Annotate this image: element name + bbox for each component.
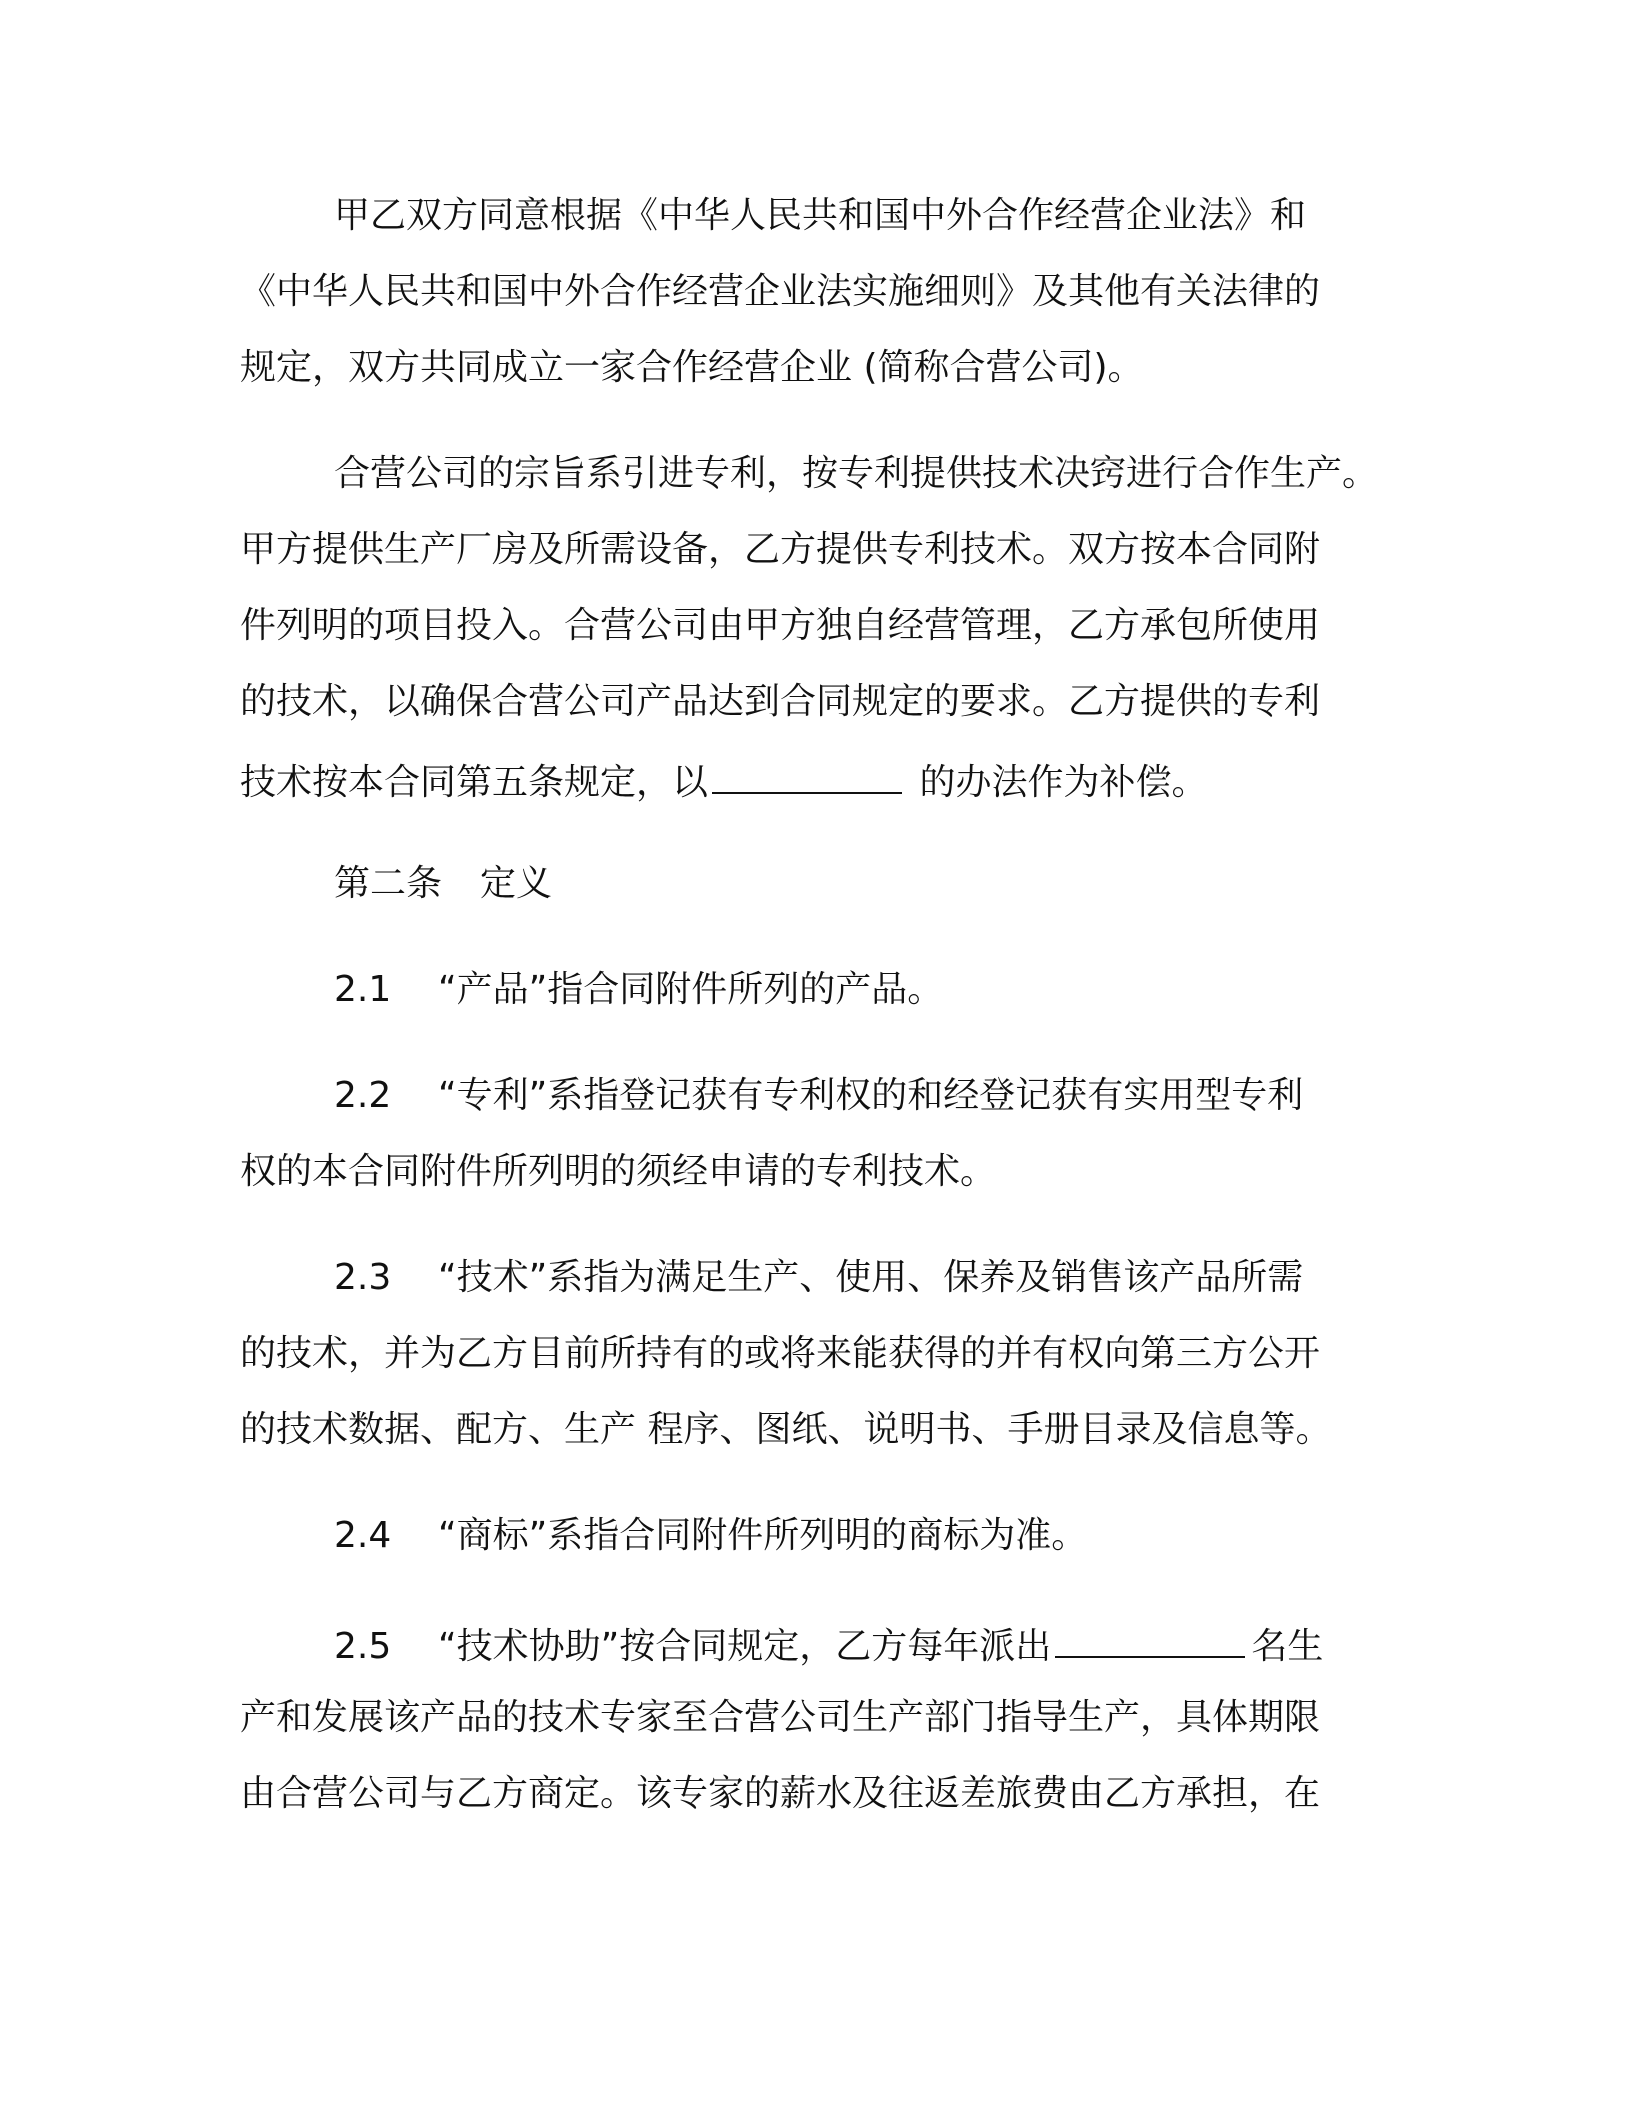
def25-text-after: 名生 — [1251, 1626, 1324, 1667]
def23-text: “技术”系指为满足生产、使用、保养及销售该产品所需 — [438, 1257, 1304, 1298]
article2-title: 定义 — [480, 863, 553, 904]
def21-text: “产品”指合同附件所列的产品。 — [438, 969, 944, 1010]
def24-text: “商标”系指合同附件所列明的商标为准。 — [438, 1515, 1088, 1556]
def25-line2: 产和发展该产品的技术专家至合营公司生产部门指导生产，具体期限 — [240, 1697, 1321, 1738]
article2-number: 第二条 — [334, 863, 443, 904]
def23-number: 2.3 — [334, 1257, 392, 1298]
def23-line2: 的技术，并为乙方目前所持有的或将来能获得的并有权向第三方公开 — [240, 1333, 1321, 1374]
p2-line5 — [240, 748, 1400, 808]
fill-blank-compensation — [712, 748, 902, 794]
p2-line2: 甲方提供生产厂房及所需设备，乙方提供专利技术。双方按本合同附 — [240, 529, 1321, 570]
def23-line1 — [334, 1248, 1404, 1308]
def22-line1 — [334, 1066, 1404, 1126]
fill-blank-experts — [1055, 1612, 1245, 1658]
p2-line5-after: 的办法作为补偿。 — [908, 762, 1208, 803]
p1-line1: 甲乙双方同意根据《中华人民共和国中外合作经营企业法》和 — [334, 195, 1307, 236]
p1-line3: 规定，双方共同成立一家合作经营企业 (简称合营公司)。 — [240, 347, 1144, 388]
def22-number: 2.2 — [334, 1075, 392, 1116]
def25-text-before: “技术协助”按合同规定，乙方每年派出 — [438, 1626, 1052, 1667]
def21-number: 2.1 — [334, 969, 392, 1010]
def24-line1 — [334, 1506, 1404, 1566]
def21-line1 — [334, 960, 1404, 1020]
p2-line1: 合营公司的宗旨系引进专利，按专利提供技术决窍进行合作生产。 — [334, 453, 1379, 494]
p2-line5-before: 技术按本合同第五条规定，以 — [240, 762, 709, 803]
def25-line3: 由合营公司与乙方商定。该专家的薪水及往返差旅费由乙方承担，在 — [240, 1773, 1321, 1814]
def23-line3: 的技术数据、配方、生产 程序、图纸、说明书、手册目录及信息等。 — [240, 1409, 1332, 1450]
p2-line3: 件列明的项目投入。合营公司由甲方独自经营管理，乙方承包所使用 — [240, 605, 1321, 646]
def22-line2: 权的本合同附件所列明的须经申请的专利技术。 — [240, 1151, 997, 1192]
def25-line1 — [334, 1612, 1404, 1672]
article2-heading — [334, 854, 1404, 914]
def25-number: 2.5 — [334, 1626, 392, 1667]
def22-text: “专利”系指登记获有专利权的和经登记获有实用型专利 — [438, 1075, 1304, 1116]
p2-line4: 的技术，以确保合营公司产品达到合同规定的要求。乙方提供的专利 — [240, 681, 1321, 722]
p1-line2: 《中华人民共和国中外合作经营企业法实施细则》及其他有关法律的 — [240, 271, 1321, 312]
def24-number: 2.4 — [334, 1515, 392, 1556]
